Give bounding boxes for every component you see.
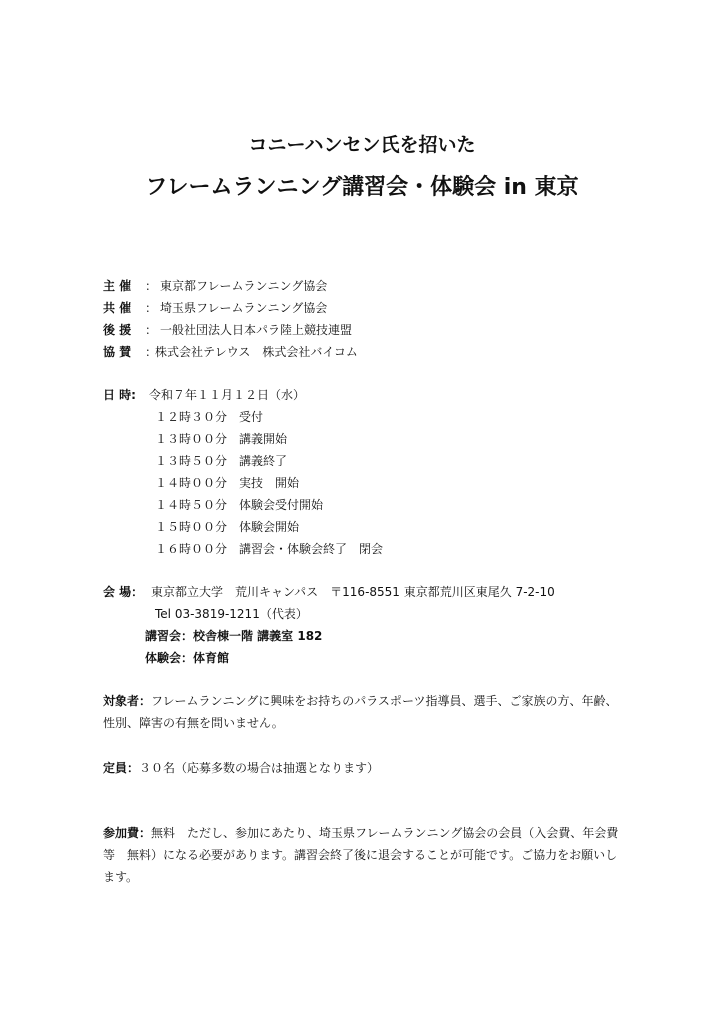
- supporter-sep: ：: [145, 323, 158, 337]
- schedule-item: １５時００分 体験会開始: [155, 520, 300, 534]
- sponsor-value: 株式会社テレウス 株式会社バイコム: [155, 345, 358, 359]
- co-organizer-sep: ：: [145, 301, 158, 315]
- target-label: 対象者：: [103, 694, 152, 708]
- capacity-text: ３０名（応募多数の場合は抽選となります）: [139, 761, 380, 775]
- supporter-value: 一般社団法人日本パラ陸上競技連盟: [160, 323, 353, 337]
- fee-text: 無料 ただし、参加にあたり、埼玉県フレームランニング協会の会員（入会費、年会費等 無料）になる必要があります。講習会終了後に退会することが可能です。ご協力をお願いします。: [103, 826, 619, 884]
- schedule-date: 令和７年１１月１２日（水）: [149, 388, 306, 402]
- organizer-sep: ：: [145, 279, 158, 293]
- fee-section: [103, 822, 623, 888]
- sponsor-label: 協 賛: [103, 345, 132, 359]
- venue-address: 東京都立大学 荒川キャンパス 〒116-8551 東京都荒川区東尾久 7-2-10: [151, 585, 555, 599]
- venue-experience-room: 体験会：体育館: [145, 651, 230, 665]
- capacity-label: 定員：: [103, 761, 140, 775]
- title-line-2: フレームランニング講習会・体験会 in 東京: [145, 175, 579, 200]
- schedule-item: １６時００分 講習会・体験会終了 閉会: [155, 542, 384, 556]
- venue-lecture-room: 講習会：校舎棟一階 講義室 182: [145, 629, 323, 643]
- organizer-value: 東京都フレームランニング協会: [160, 279, 328, 293]
- title-line-1: コニーハンセン氏を招いた: [248, 134, 476, 156]
- venue-tel: Tel 03-3819-1211（代表）: [155, 607, 308, 621]
- schedule-item: １４時５０分 体験会受付開始: [155, 498, 324, 512]
- schedule-item: １３時５０分 講義終了: [155, 454, 288, 468]
- target-text: フレームランニングに興味をお持ちのパラスポーツ指導員、選手、ご家族の方、年齢、性別、障害の有無を問いません。: [103, 694, 618, 730]
- sponsor-sep: ：: [145, 345, 158, 359]
- co-organizer-value: 埼玉県フレームランニング協会: [160, 301, 328, 315]
- co-organizer-label: 共 催: [103, 301, 132, 315]
- target-section: [103, 690, 623, 734]
- schedule-item: １４時００分 実技 開始: [155, 476, 300, 490]
- venue-label: 会 場：: [103, 585, 144, 599]
- capacity-section: [103, 757, 623, 779]
- schedule-item: １２時３０分 受付: [155, 410, 264, 424]
- schedule-label: 日 時:: [103, 388, 136, 402]
- organizer-label: 主 催: [103, 279, 132, 293]
- supporter-label: 後 援: [103, 323, 132, 337]
- schedule-item: １３時００分 講義開始: [155, 432, 288, 446]
- fee-label: 参加費：: [103, 826, 152, 840]
